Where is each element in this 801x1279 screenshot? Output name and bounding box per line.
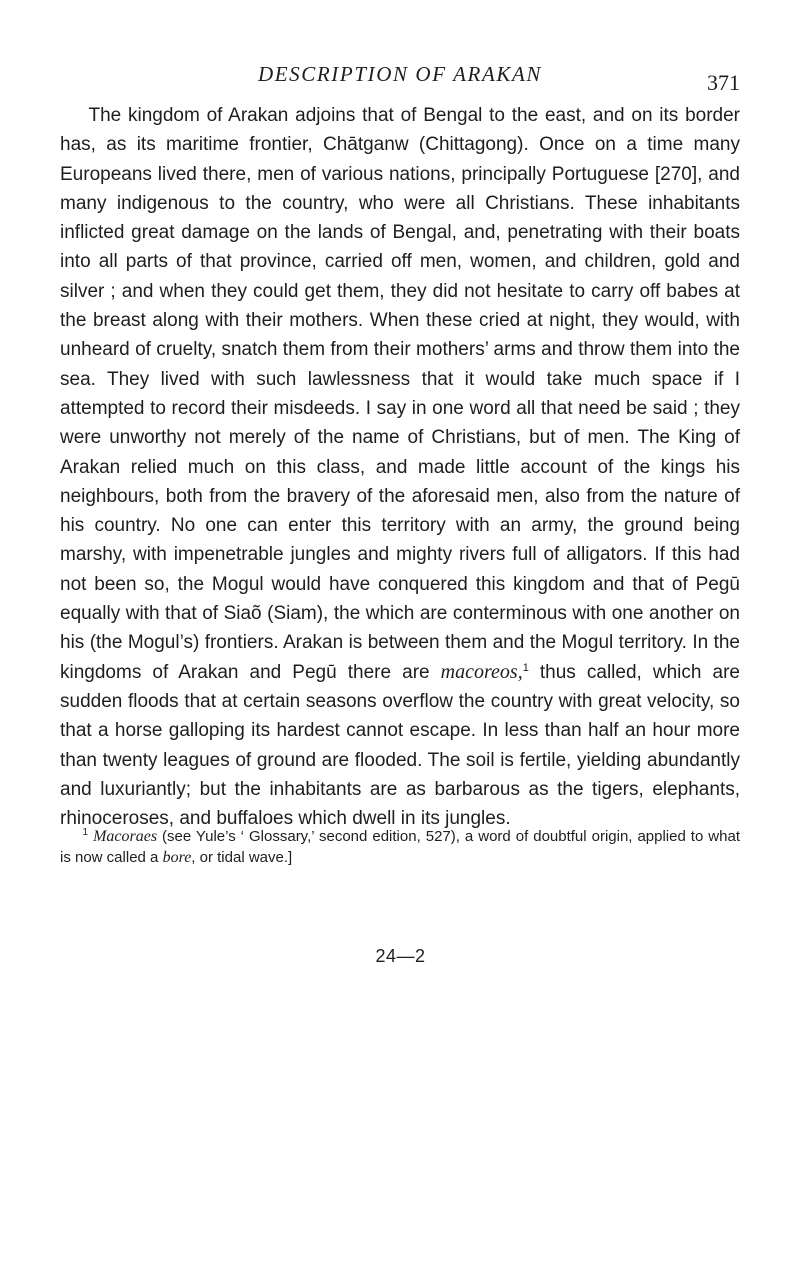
- footnote-term-bore: bore: [162, 849, 192, 866]
- macoreos-term: macoreos,: [440, 660, 523, 683]
- footnote-term: Macoraes: [93, 828, 158, 845]
- footnote-reference: 1: [522, 661, 529, 674]
- footnote: [60, 826, 740, 868]
- footnote-text-a: (see Yule’s ‘ Glossary,’ second edition, 527), a word of doubtful origin, applied to what is now called a: [60, 828, 740, 866]
- body-text-part-1: The kingdom of Arakan adjoins that of Bengal to the east, and on its border has, as its maritime frontier, Chātganw (Chittagong). Once on a time many Europeans lived there, men of various nations, principally Portuguese [270], and many indigenous to the country, who were all Christians. These inhabitants inflicted great damage on the lands of Bengal, and, penetrating with their boats into all parts of that province, carried off men, women, and children, gold and silver ; and when they could get them, they did not hesitate to carry off babes at the breast along with their mothers. When these cried at night, they would, with unheard of cruelty, snatch them from their mothers’ arms and throw them into the sea. They lived with such lawlessness that it would take much space if I attempted to record their misdeeds. I say in one word all that need be said ; they were unworthy not merely of the name of Christians, but of men. The King of Arakan relied much on this class, and made little account of the kings his neighbours, both from the bravery of the aforesaid men, also from the nature of his country. No one can enter this territory with an army, the ground being marshy, with impenetrable jungles and mighty rivers full of alligators. If this had not been so, the Mogul would have conquered this kingdom and that of Pegū equally with that of Siaõ (Siam), the which are conterminous with one another on his (the Mogul’s) frontiers. Arakan is between them and the Mogul territory. In the kingdoms of Arakan and Pegū there are: [60, 105, 740, 683]
- footnote-number: 1: [82, 827, 89, 838]
- running-title: DESCRIPTION OF ARAKAN: [257, 62, 543, 86]
- body-paragraph: [60, 101, 740, 833]
- page-number: 371: [707, 70, 740, 95]
- body-text-part-2: thus called, which are sudden floods that at certain seasons overflow the country with great velocity, so that a horse galloping its hardest cannot escape. In less than half an hour more than twenty leagues of ground are flooded. The soil is fertile, yielding abundantly and luxuriantly; but the inhabitants are as barbarous as the tigers, elephants, rhinoceroses, and buffaloes which dwell in its jungles.: [60, 661, 740, 830]
- running-head: [60, 62, 740, 98]
- signature-mark: 24—2: [375, 946, 426, 966]
- footnote-text-b: , or tidal wave.]: [191, 849, 293, 866]
